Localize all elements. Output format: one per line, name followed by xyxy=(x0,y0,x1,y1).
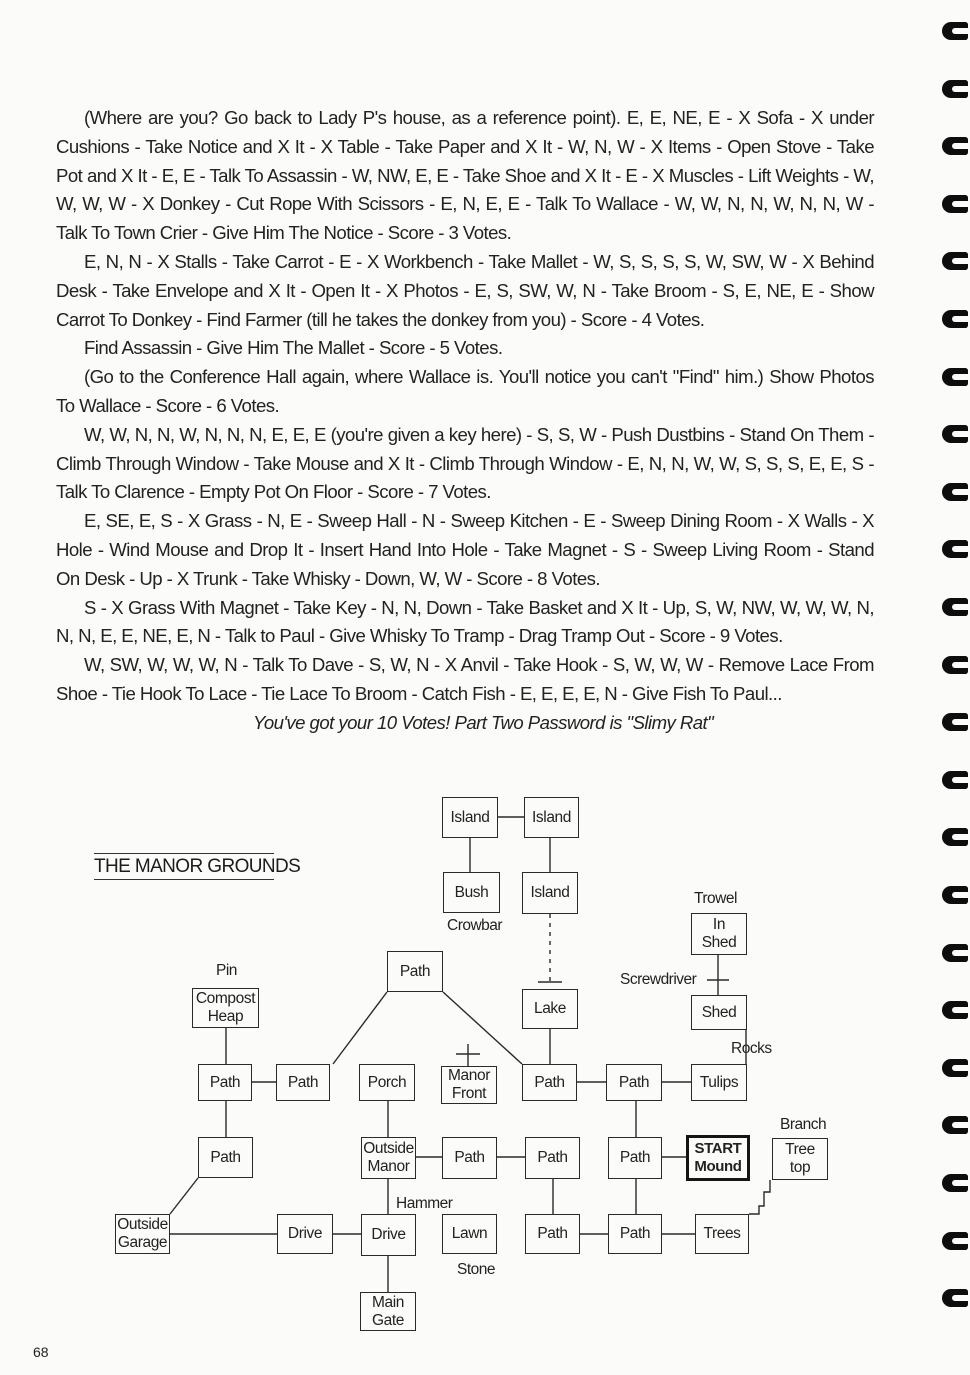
item-label-stone: Stone xyxy=(457,1261,496,1278)
room-start-mound: START Mound xyxy=(686,1135,750,1181)
binding-ring xyxy=(942,425,968,443)
room-drive: Drive xyxy=(277,1214,333,1254)
binding-ring xyxy=(942,1232,968,1250)
binding-ring xyxy=(942,252,968,270)
room-lake: Lake xyxy=(522,989,578,1029)
binding-ring xyxy=(942,80,968,98)
binding-ring xyxy=(942,828,968,846)
room-lawn: Lawn xyxy=(442,1214,497,1254)
room-path: Path xyxy=(522,1064,577,1101)
item-label-trowel: Trowel xyxy=(694,890,737,907)
binding-ring xyxy=(942,1116,968,1134)
walkthrough-paragraph: (Go to the Conference Hall again, where Wallace is. You'll notice you can't "Find" him.) Show Photos To Wallace - Score - 6 Votes. xyxy=(56,366,874,416)
room-path: Path xyxy=(442,1137,497,1179)
binding-ring xyxy=(942,598,968,616)
walkthrough-paragraph: S - X Grass With Magnet - Take Key - N, N, Down - Take Basket and X It - Up, S, W, NW, W, W, W, N, N, N, E, E, NE, E, N - Talk to Paul - Give Whisky To Tramp - Drag Tramp Out - Score - 9 Votes. xyxy=(56,596,874,647)
room-path: Path xyxy=(608,1137,662,1179)
room-bush: Bush xyxy=(443,872,500,913)
room-outside-manor: Outside Manor xyxy=(361,1137,416,1179)
room-manor-front: Manor Front xyxy=(441,1066,497,1104)
binding-ring xyxy=(942,713,968,731)
spiral-binding xyxy=(936,0,970,1375)
binding-ring xyxy=(942,540,968,558)
room-path: Path xyxy=(387,951,443,992)
room-tree-top: Tree top xyxy=(772,1138,828,1180)
manor-grounds-map xyxy=(0,780,936,1340)
room-path: Path xyxy=(198,1064,252,1101)
binding-ring xyxy=(942,1289,968,1307)
walkthrough-paragraph: W, SW, W, W, W, N - Talk To Dave - S, W, N - X Anvil - Take Hook - S, W, W, W - Remove Lace From Shoe - Tie Hook To Lace - Tie Lace To Broom - Catch Fish - E, E, E, E, N - Give Fish To Paul... xyxy=(56,654,874,704)
item-label-screwdriver: Screwdriver xyxy=(620,971,697,988)
room-in-shed: In Shed xyxy=(691,913,747,955)
room-path: Path xyxy=(525,1137,580,1179)
room-drive: Drive xyxy=(361,1214,416,1256)
room-island: Island xyxy=(522,872,578,914)
binding-ring xyxy=(942,137,968,155)
room-island: Island xyxy=(442,797,498,838)
room-trees: Trees xyxy=(695,1214,749,1254)
binding-ring xyxy=(942,944,968,962)
room-compost-heap: Compost Heap xyxy=(192,988,259,1028)
room-path: Path xyxy=(525,1214,580,1254)
page-number: 68 xyxy=(33,1344,49,1360)
room-path: Path xyxy=(606,1064,662,1101)
binding-ring xyxy=(942,656,968,674)
binding-ring xyxy=(942,310,968,328)
walkthrough-paragraph: E, N, N - X Stalls - Take Carrot - E - X Workbench - Take Mallet - W, S, S, S, S, W, SW, W - X Behind Desk - Take Envelope and X It - Open It - X Photos - E, S, SW, W, N - Take Broom - S, E, NE, E - Show Carrot To Donkey - Find Farmer (till he takes the donkey from you) - Score - 4 Votes. xyxy=(56,250,874,330)
room-path: Path xyxy=(608,1214,662,1254)
item-label-pin: Pin xyxy=(216,962,237,979)
room-path: Path xyxy=(276,1064,330,1101)
binding-ring xyxy=(942,1174,968,1192)
item-label-crowbar: Crowbar xyxy=(447,917,503,934)
walkthrough-paragraph: E, SE, E, S - X Grass - N, E - Sweep Hall - N - Sweep Kitchen - E - Sweep Dining Room - X Walls - X Hole - Wind Mouse and Drop It - Insert Hand Into Hole - Take Magnet - S - Sweep Living Room - Stand On Desk - Up - X Trunk - Take Whisky - Down, W, W - Score - 8 Votes. xyxy=(56,510,874,589)
walkthrough-paragraph: Find Assassin - Give Him The Mallet - Score - 5 Votes. xyxy=(84,337,503,359)
room-shed: Shed xyxy=(691,995,747,1030)
binding-ring xyxy=(942,368,968,386)
room-path: Path xyxy=(198,1137,253,1178)
binding-ring xyxy=(942,483,968,501)
item-label-rocks: Rocks xyxy=(731,1040,772,1057)
room-porch: Porch xyxy=(359,1064,415,1101)
walkthrough-paragraph: (Where are you? Go back to Lady P's house, as a reference point). E, E, NE, E - X Sofa - X under Cushions - Take Notice and X It - X Table - Take Paper and X It - W, N, W - X Items - Open Stove - Take Pot and X It - E, E - Talk To Assassin - W, NW, E, E - Take Shoe and X It - E - X Muscles - Lift Weights - W, W, W, W - X Donkey - Cut Rope With Scissors - E, N, E, E - Talk To Wallace - W, W, N, N, W, N, N, W - Talk To Town Crier - Give Him The Notice - Score - 3 Votes. xyxy=(56,107,874,244)
binding-ring xyxy=(942,771,968,789)
item-label-hammer: Hammer xyxy=(396,1195,453,1212)
binding-ring xyxy=(942,1001,968,1019)
room-tulips: Tulips xyxy=(691,1064,747,1101)
binding-ring xyxy=(942,195,968,213)
map-title: THE MANOR GROUNDS xyxy=(94,853,274,880)
binding-ring xyxy=(942,886,968,904)
room-main-gate: Main Gate xyxy=(360,1292,416,1331)
room-island: Island xyxy=(524,797,579,838)
binding-ring xyxy=(942,22,968,40)
binding-ring xyxy=(942,1059,968,1077)
item-label-branch: Branch xyxy=(780,1116,827,1133)
password-line: You've got your 10 Votes! Part Two Password is "Slimy Rat" xyxy=(253,711,714,733)
walkthrough-paragraph: W, W, N, N, W, N, N, N, E, E, E (you're given a key here) - S, S, W - Push Dustbins - Stand On Them - Climb Through Window - Take Mouse and X It - Climb Through Window - E, N, N, W, W, S, S, S, E, E, S - Talk To Clarence - Empty Pot On Floor - Score - 7 Votes. xyxy=(56,423,874,503)
room-outside-garage: Outside Garage xyxy=(115,1214,170,1254)
walkthrough-text xyxy=(56,104,874,738)
